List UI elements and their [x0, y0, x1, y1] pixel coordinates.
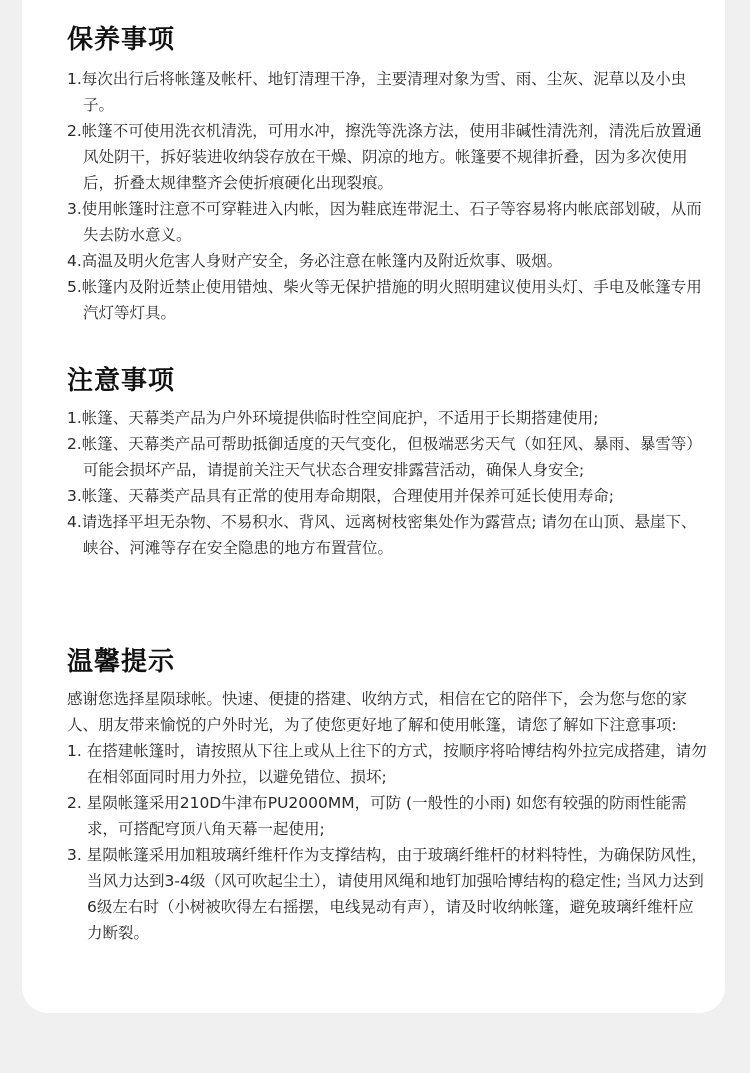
tips-section	[67, 644, 707, 946]
maintenance-section	[67, 22, 707, 326]
maintenance-item: 5.帐篷内及附近禁止使用错烛、柴火等无保护措施的明火照明建议使用头灯、手电及帐篷专用汽灯等灯具。	[67, 278, 702, 322]
tips-intro: 感谢您选择星陨球帐。快速、便捷的搭建、收纳方式，相信在它的陪伴下，会为您与您的家人、朋友带来愉悦的户外时光，为了使您更好地了解和使用帐篷，请您了解如下注意事项:	[67, 690, 688, 734]
content-card	[22, 0, 725, 1013]
maintenance-item: 2.帐篷不可使用洗衣机清洗，可用水冲，擦洗等洗涤方法，使用非碱性清洗剂，清洗后放置通风处阴干，拆好装进收纳袋存放在干燥、阴凉的地方。帐篷要不规律折叠，因为多次使用后，折叠太规律整齐会使折痕硬化出现裂痕。	[67, 122, 702, 192]
precautions-list	[67, 405, 707, 561]
precautions-item: 4.请选择平坦无杂物、不易积水、背风、远离树枝密集处作为露营点; 请勿在山顶、悬崖下、峡谷、河滩等存在安全隐患的地方布置营位。	[67, 513, 697, 557]
tips-item: 2. 星陨帐篷采用210D牛津布PU2000MM，可防 (一般性的小雨) 如您有较强的防雨性能需求，可搭配穹顶八角天幕一起使用;	[67, 794, 687, 838]
tips-title: 温馨提示	[67, 647, 176, 677]
maintenance-item: 1.每次出行后将帐篷及帐杆、地钉清理干净，主要清理对象为雪、雨、尘灰、泥草以及小虫子。	[67, 70, 687, 114]
precautions-section	[67, 363, 707, 561]
precautions-item: 1.帐篷、天幕类产品为户外环境提供临时性空间庇护，不适用于长期搭建使用;	[67, 409, 599, 427]
precautions-title: 注意事项	[67, 366, 176, 396]
precautions-item: 3.帐篷、天幕类产品具有正常的使用寿命期限，合理使用并保养可延长使用寿命;	[67, 487, 615, 505]
maintenance-item: 4.高温及明火危害人身财产安全，务必注意在帐篷内及附近炊事、吸烟。	[67, 252, 563, 270]
tips-list	[67, 738, 707, 946]
tips-item: 3. 星陨帐篷采用加粗玻璃纤维杆作为支撑结构，由于玻璃纤维杆的材料特性，为确保防风性，当风力达到3-4级（风可吹起尘土），请使用风绳和地钉加强哈博结构的稳定性; 当风力达到6级左右时（小树被吹得左右摇摆，电线晃动有声），请及时收纳帐篷，避免玻璃纤维杆应力断裂。	[67, 846, 707, 942]
maintenance-title: 保养事项	[67, 25, 176, 55]
precautions-item: 2.帐篷、天幕类产品可帮助抵御适度的天气变化，但极端恶劣天气（如狂风、暴雨、暴雪等）可能会损坏产品，请提前关注天气状态合理安排露营活动，确保人身安全;	[67, 435, 702, 479]
maintenance-item: 3.使用帐篷时注意不可穿鞋进入内帐，因为鞋底连带泥土、石子等容易将内帐底部划破，从而失去防水意义。	[67, 200, 702, 244]
maintenance-list	[67, 66, 707, 326]
tips-item: 1. 在搭建帐篷时，请按照从下往上或从上往下的方式，按顺序将哈博结构外拉完成搭建，请勿在相邻面同时用力外拉，以避免错位、损坏;	[67, 742, 707, 786]
